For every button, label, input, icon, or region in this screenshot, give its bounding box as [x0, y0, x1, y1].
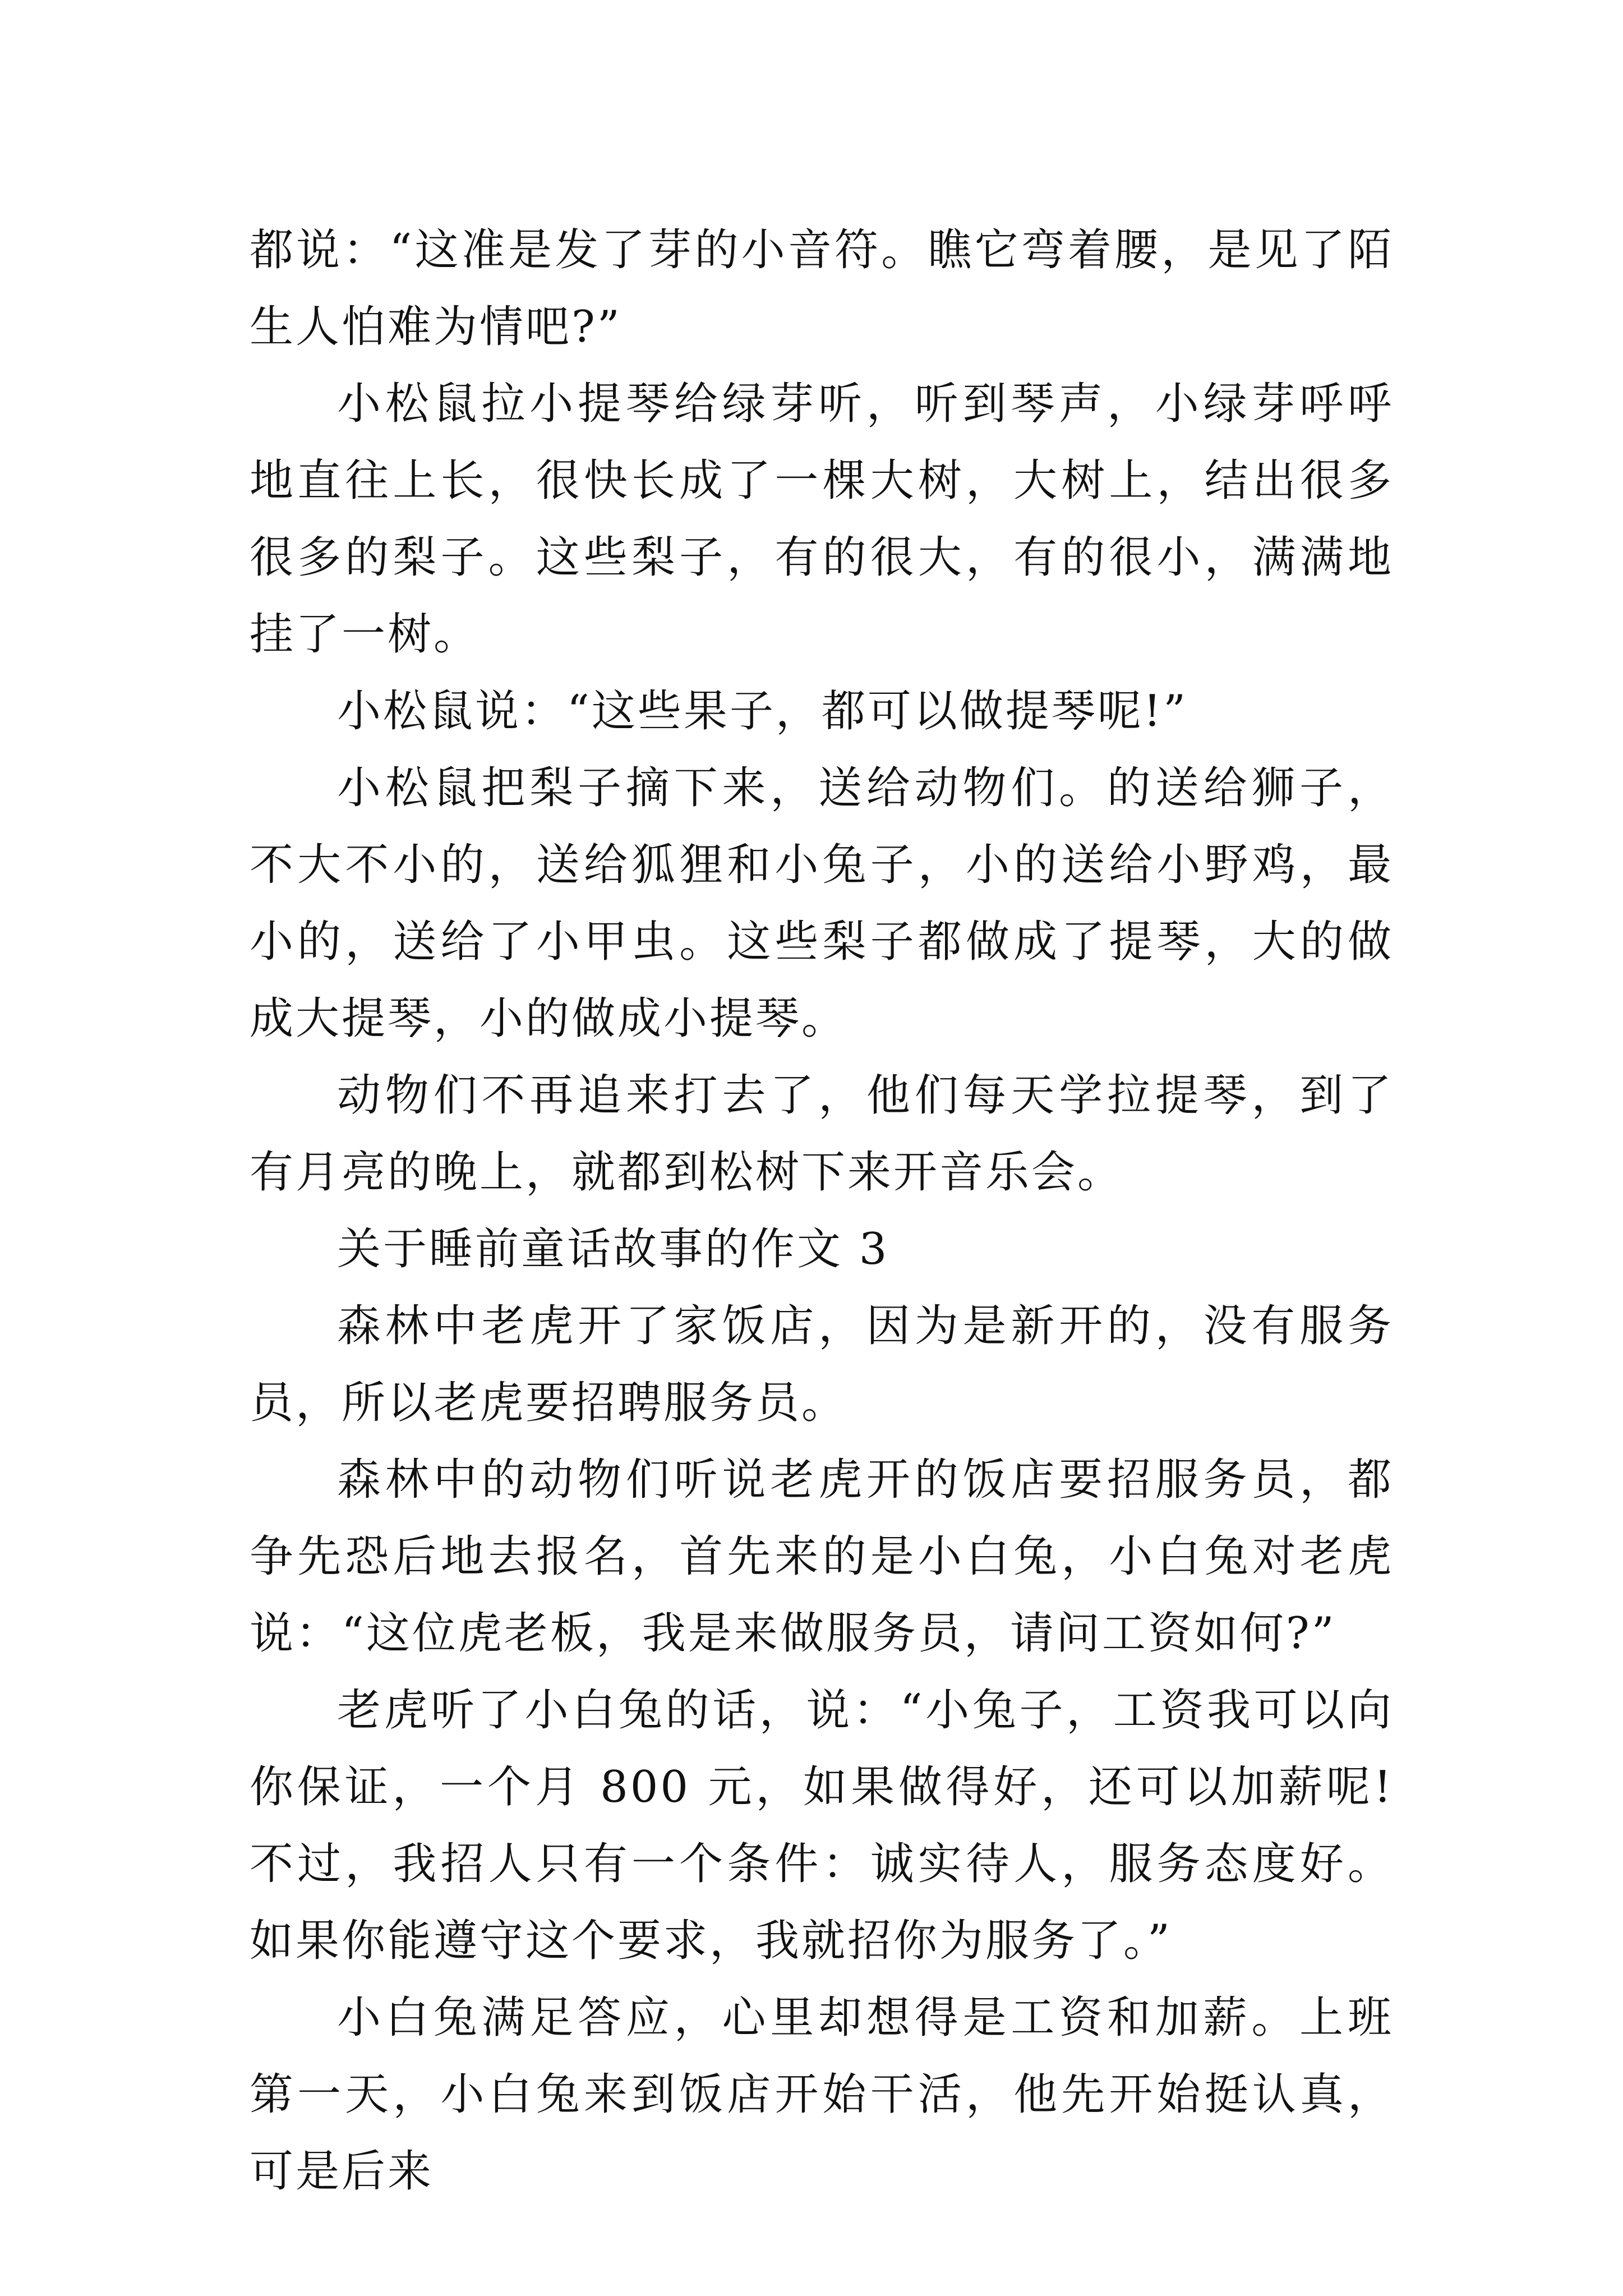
- paragraph-7: 森林中老虎开了家饭店，因为是新开的，没有服务员，所以老虎要招聘服务员。: [250, 1301, 1394, 1428]
- paragraph-3: 小松鼠说：“这些果子，都可以做提琴呢!”: [337, 686, 1188, 737]
- paragraph-9: 老虎听了小白兔的话，说：“小兔子，工资我可以向你保证，一个月 800 元，如果做得好，还可以加薪呢!不过，我招人只有一个条件：诚实待人，服务态度好。如果你能遵守这个要求，我就招你为服务了。”: [250, 1685, 1394, 1966]
- paragraph-10: 小白兔满足答应，心里却想得是工资和加薪。上班第一天，小白兔来到饭店开始干活，他先开始挺认真，可是后来: [250, 1993, 1394, 2197]
- paragraph-1: 都说：“这准是发了芽的小音符。瞧它弯着腰，是见了陌生人怕难为情吧?”: [250, 225, 1394, 352]
- paragraph-8: 森林中的动物们听说老虎开的饭店要招服务员，都争先恐后地去报名，首先来的是小白兔，小白兔对老虎说：“这位虎老板，我是来做服务员，请问工资如何?”: [250, 1455, 1394, 1659]
- paragraph-5: 动物们不再追来打去了，他们每天学拉提琴，到了有月亮的晚上，就都到松树下来开音乐会。: [250, 1070, 1394, 1198]
- paragraph-4: 小松鼠把梨子摘下来，送给动物们。的送给狮子，不大不小的，送给狐狸和小兔子，小的送给小野鸡，最小的，送给了小甲虫。这些梨子都做成了提琴，大的做成大提琴，小的做成小提琴。: [250, 763, 1394, 1044]
- section-heading: 关于睡前童话故事的作文 3: [337, 1224, 889, 1274]
- paragraph-2: 小松鼠拉小提琴给绿芽听，听到琴声，小绿芽呼呼地直往上长，很快长成了一棵大树，大树上，结出很多很多的梨子。这些梨子，有的很大，有的很小，满满地挂了一树。: [250, 379, 1394, 660]
- document-body: [250, 212, 1394, 2210]
